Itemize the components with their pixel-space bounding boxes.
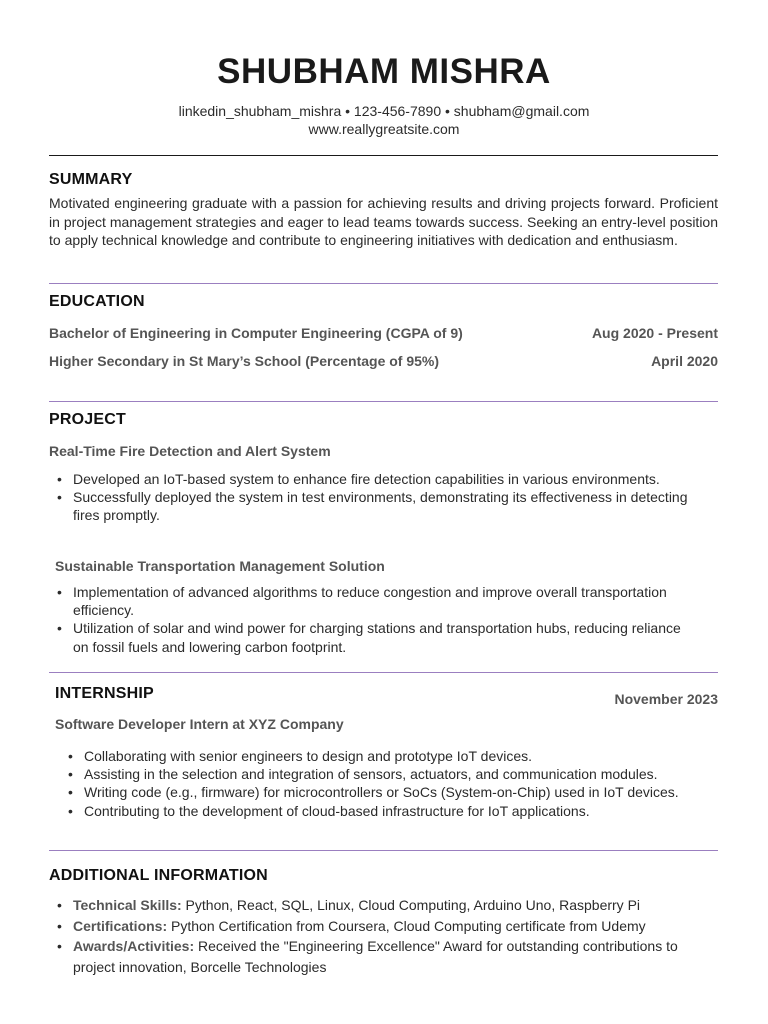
- info-text: Python Certification from Coursera, Cloud Computing certificate from Udemy: [167, 917, 646, 934]
- info-label: Certifications:: [73, 917, 168, 934]
- section-divider: [49, 672, 718, 673]
- list-item: [49, 895, 689, 916]
- list-item: [49, 936, 689, 977]
- additional-info-list: [49, 895, 689, 977]
- project-title: Sustainable Transportation Management Solution: [55, 558, 385, 574]
- education-heading: EDUCATION: [49, 293, 145, 310]
- additional-heading: ADDITIONAL INFORMATION: [49, 867, 268, 884]
- education-row: [49, 325, 718, 341]
- list-item: • Implementation of advanced algorithms to reduce congestion and improve overall transportation efficiency.: [49, 583, 699, 619]
- education-degree: Bachelor of Engineering in Computer Engineering (CGPA of 9): [49, 325, 463, 341]
- section-divider: [49, 401, 718, 402]
- internship-role: Software Developer Intern at XYZ Company: [55, 716, 344, 732]
- list-item: • Writing code (e.g., firmware) for microcontrollers or SoCs (System-on-Chip) used in IoT devices.: [60, 783, 720, 801]
- resume-name: SHUBHAM MISHRA: [217, 52, 551, 91]
- internship-date: November 2023: [614, 691, 718, 707]
- project-heading: PROJECT: [49, 411, 126, 428]
- list-item: • Utilization of solar and wind power for charging stations and transportation hubs, reducing reliance on fossil fuels and lowering carbon footprint.: [49, 619, 699, 655]
- header-divider: [49, 155, 718, 156]
- list-item: • Contributing to the development of cloud-based infrastructure for IoT applications.: [60, 802, 720, 820]
- education-date: April 2020: [651, 353, 718, 369]
- info-label: Awards/Activities:: [73, 938, 195, 954]
- internship-heading: INTERNSHIP: [55, 685, 154, 702]
- internship-bullet-list: [60, 747, 720, 820]
- project-title: Real-Time Fire Detection and Alert System: [49, 443, 331, 459]
- project-bullet-list: [49, 583, 699, 656]
- website-line: www.reallygreatsite.com: [308, 121, 460, 137]
- info-label: Technical Skills:: [73, 897, 182, 913]
- section-divider: [49, 283, 718, 284]
- list-item: • Assisting in the selection and integration of sensors, actuators, and communication modules.: [60, 765, 720, 783]
- section-divider: [49, 850, 718, 851]
- summary-heading: SUMMARY: [49, 171, 133, 188]
- info-text: Python, React, SQL, Linux, Cloud Computing, Arduino Uno, Raspberry Pi: [181, 897, 641, 913]
- education-date: Aug 2020 - Present: [591, 325, 718, 341]
- project-bullet-list: [49, 470, 699, 525]
- list-item: [49, 916, 689, 937]
- education-degree: Higher Secondary in St Mary’s School (Percentage of 95%): [49, 353, 440, 369]
- contact-line: linkedin_shubham_mishra • 123-456-7890 • shubham@gmail.com: [178, 103, 590, 119]
- info-text: Received the "Engineering Excellence" Award for outstanding contributions to project innovation, Borcelle Technologies: [73, 938, 678, 975]
- education-row: [49, 353, 718, 369]
- list-item: • Developed an IoT-based system to enhance fire detection capabilities in various environments.: [49, 470, 699, 488]
- summary-text: Motivated engineering graduate with a passion for achieving results and driving projects forward. Proficient in project management strategies and eager to lead teams towards success. Seeking an entry-level position to apply technical knowledge and contribute to engineering initiatives with dedication and enthusiasm.: [49, 195, 718, 248]
- list-item: • Successfully deployed the system in test environments, demonstrating its effectiveness in detecting fires promptly.: [49, 488, 699, 524]
- list-item: • Collaborating with senior engineers to design and prototype IoT devices.: [60, 747, 720, 765]
